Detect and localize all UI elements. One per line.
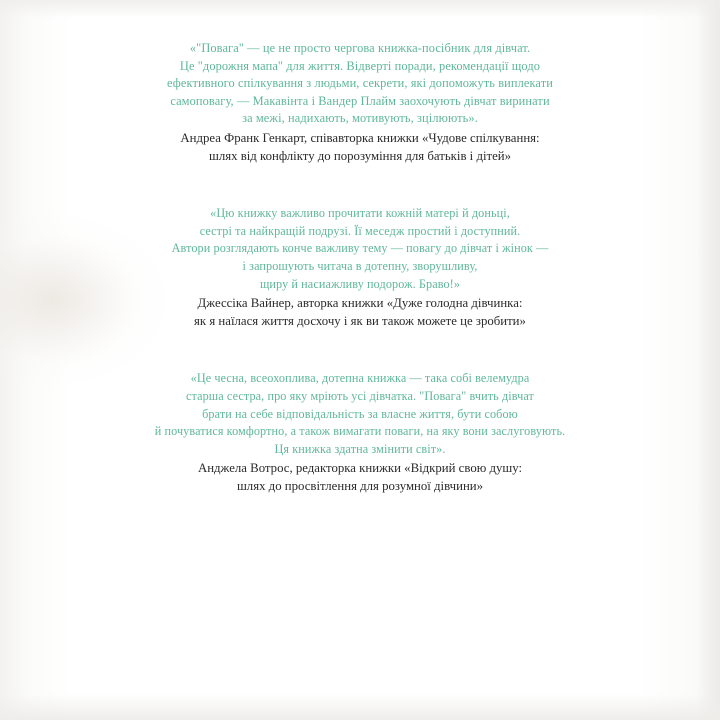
attribution-line: Анджела Вотрос, редакторка книжки «Відкрий свою душу: <box>197 461 523 476</box>
quote-block <box>108 370 612 495</box>
page-content <box>108 40 612 495</box>
quote-line: Це "дорожня мапа" для життя. Відверті поради, рекомендації щодо <box>179 58 541 73</box>
quote-line: Ця книжка здатна змінити світ». <box>274 441 446 456</box>
attribution-line: шлях від конфлікту до порозуміння для батьків і дітей» <box>208 148 512 163</box>
page-edge-bottom-shadow <box>0 694 720 720</box>
attribution-line: Джессіка Вайнер, авторка книжки «Дуже голодна дівчинка: <box>197 296 523 311</box>
quote-line: Автори розглядають конче важливу тему — повагу до дівчат і жінок — <box>171 241 549 256</box>
attribution-line: як я наїлася життя досхочу і як ви також можете це зробити» <box>194 313 526 328</box>
page-edge-right-shadow <box>696 0 720 720</box>
quote-line: самоповагу, — Макавінта і Вандер Плайм заохочують дівчат виринати <box>170 93 550 108</box>
quote-text <box>108 370 612 458</box>
quote-line: брати на себе відповідальність за власне життя, бути собою <box>202 406 518 421</box>
quote-line: сестрі та найкращій подрузі. Її меседж простий і доступний. <box>199 223 521 238</box>
quote-line: щиру й насиажливу подорож. Браво!» <box>259 276 461 291</box>
quote-line: і запрошують читача в дотепну, зворушливу, <box>242 258 478 273</box>
quote-line: «Цю книжку важливо прочитати кожній матері й доньці, <box>210 206 510 221</box>
quote-line: й почуватися комфортно, а також вимагати поваги, на яку вони заслуговують. <box>154 424 566 439</box>
quote-attribution <box>108 460 612 495</box>
quote-attribution <box>108 295 612 330</box>
quote-block <box>108 40 612 165</box>
quote-text <box>108 205 612 293</box>
quote-block <box>108 205 612 330</box>
quote-line: «Це чесна, всеохоплива, дотепна книжка — така собі велемудра <box>190 371 530 386</box>
attribution-line: Андреа Франк Генкарт, співавторка книжки «Чудове спілкування: <box>180 130 540 145</box>
quote-line: ефективного спілкування з людьми, секрети, які допоможуть виплекати <box>167 76 553 91</box>
page-edge-top-shadow <box>0 0 720 18</box>
quote-attribution <box>108 130 612 165</box>
quote-line: старша сестра, про яку мріють усі дівчатка. "Повага" вчить дівчат <box>185 388 534 403</box>
attribution-line: шлях до просвітлення для розумної дівчини» <box>236 478 484 493</box>
quote-line: за межі, надихають, мотивують, зцілюють». <box>242 111 478 126</box>
quote-text <box>108 40 612 128</box>
quote-line: «"Повага" — це не просто чергова книжка-посібник для дівчат. <box>189 41 531 55</box>
